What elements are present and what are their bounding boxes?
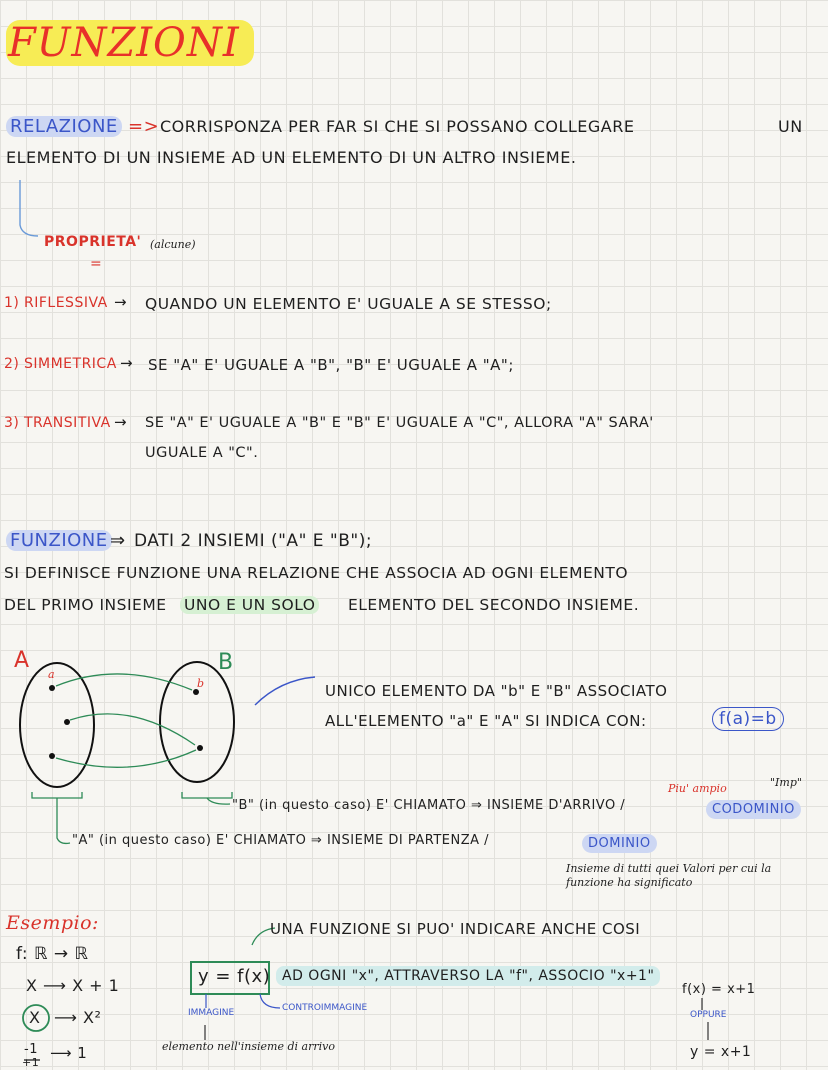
dominio: DOMINIO [582, 834, 657, 853]
element-a: a [48, 668, 55, 681]
set-a-label: A [14, 648, 30, 673]
relazione-term: RELAZIONE [6, 116, 122, 137]
prop1-text: QUANDO UN ELEMENTO E' UGUALE A SE STESSO; [145, 295, 552, 313]
esempio-map3-y: ⟶ 1 [50, 1044, 88, 1062]
piu-ampio-note: Piu' ampio [668, 782, 727, 795]
controimmagine-label: CONTROIMMAGINE [282, 1003, 368, 1013]
proprieta-equals: = [90, 256, 103, 272]
prop3-text2: UGUALE A "C". [145, 445, 259, 461]
esempio-map1: X ⟶ X + 1 [26, 976, 120, 995]
funzione-line3-a: DEL PRIMO INSIEME [4, 596, 167, 614]
esempio-f-def: f: ℝ → ℝ [16, 944, 89, 964]
immagine-label: IMMAGINE [188, 1008, 235, 1018]
set-a-ellipse [20, 663, 94, 787]
page-title: FUNZIONI [6, 20, 254, 66]
prop1-name: RIFLESSIVA [24, 295, 108, 311]
unico-line1: UNICO ELEMENTO DA "b" E "B" ASSOCIATO [325, 682, 668, 700]
funzione-line3-b: ELEMENTO DEL SECONDO INSIEME. [348, 596, 640, 614]
funzione-arrow: ⇒ [110, 530, 126, 551]
proprieta-note: (alcune) [150, 238, 196, 251]
funzione-term: FUNZIONE [6, 530, 112, 551]
imp-note: "Imp" [770, 776, 802, 789]
immagine-note: elemento nell'insieme di arrivo [162, 1040, 335, 1053]
funzione-line1: DATI 2 INSIEMI ("A" E "B"); [134, 531, 373, 551]
fx-formula: f(x) = x+1 [682, 982, 756, 997]
esempio-map2-x: X [29, 1008, 41, 1027]
yx-formula: y = x+1 [690, 1044, 752, 1060]
esempio-map3-top: -1 [24, 1042, 38, 1057]
proprieta-label: PROPRIETA' [44, 234, 142, 250]
unico-line2: ALL'ELEMENTO "a" E "A" SI INDICA CON: [325, 712, 647, 730]
codominio: CODOMINIO [706, 800, 801, 819]
esempio-map2-y: ⟶ X² [54, 1008, 102, 1027]
prop2-text: SE "A" E' UGUALE A "B", "B" E' UGUALE A "A"; [148, 356, 514, 374]
prop1-arrow: → [114, 293, 128, 311]
esempio-map3-bot: +1 [22, 1056, 40, 1069]
esempio-formula: y = f(x) [198, 966, 271, 987]
dominio-note-2: funzione ha significato [566, 876, 693, 889]
partenza-text: "A" (in questo caso) E' CHIAMATO ⇒ INSIEME DI PARTENZA / [72, 833, 490, 848]
relazione-line1: CORRISPONZA PER FAR SI CHE SI POSSANO COLLEGARE [160, 117, 635, 136]
prop2-arrow: → [120, 354, 134, 372]
esempio-label: Esempio: [6, 912, 99, 934]
esempio-formula-desc: AD OGNI "x", ATTRAVERSO LA "f", ASSOCIO "x+1" [276, 966, 660, 986]
element-b: b [197, 677, 205, 690]
f-of-a: f(a)=b [712, 707, 784, 731]
funzione-line3-highlight: UNO E UN SOLO [180, 596, 319, 614]
prop1-num: 1) [4, 295, 20, 311]
dominio-note-1: Insieme di tutti quei Valori per cui la [566, 862, 772, 875]
prop3-num: 3) [4, 415, 20, 431]
prop3-name: TRANSITIVA [24, 415, 111, 431]
prop2-name: SIMMETRICA [24, 356, 117, 372]
relazione-arrow: => [128, 116, 160, 137]
relazione-line1-end: UN [778, 117, 803, 136]
prop3-arrow: → [114, 413, 128, 431]
prop2-num: 2) [4, 356, 20, 372]
esempio-intro: UNA FUNZIONE SI PUO' INDICARE ANCHE COSI [270, 920, 641, 938]
oppure-label: OPPURE [690, 1010, 727, 1020]
arrivo-text: "B" (in questo caso) E' CHIAMATO ⇒ INSIEME D'ARRIVO / [232, 798, 626, 813]
funzione-line2: SI DEFINISCE FUNZIONE UNA RELAZIONE CHE ASSOCIA AD OGNI ELEMENTO [4, 564, 629, 582]
prop3-text: SE "A" E' UGUALE A "B" E "B" E' UGUALE A "C", ALLORA "A" SARA' [145, 415, 654, 431]
set-b-label: B [218, 650, 234, 675]
relazione-line2: ELEMENTO DI UN INSIEME AD UN ELEMENTO DI UN ALTRO INSIEME. [6, 148, 577, 167]
